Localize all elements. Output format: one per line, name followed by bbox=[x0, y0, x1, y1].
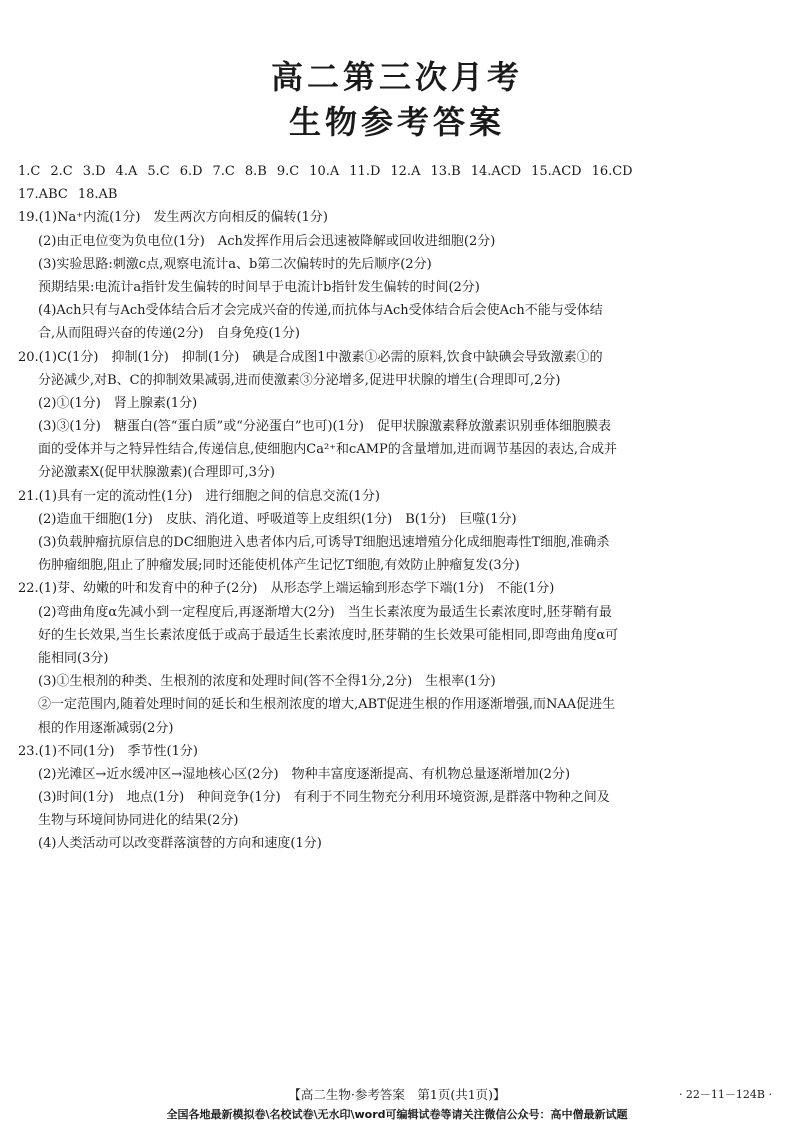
answer-line: (2)由正电位变为负电位(1分) Ach发挥作用后会迅速被降解或回收进细胞(2分) bbox=[38, 233, 496, 249]
mc-answer: 5.C bbox=[147, 164, 170, 179]
answer-line: 22.(1)芽、幼嫩的叶和发育中的种子(2分) 从形态学上端运输到形态学下端(1分) 不能(1分) bbox=[18, 581, 555, 597]
answer-line: (3)时间(1分) 地点(1分) 种间竞争(1分) 有利于不同生物充分利用环境资源,是群落中物种之间及 bbox=[38, 790, 610, 806]
answer-line: 面的受体并与之特异性结合,传递信息,使细胞内Ca²⁺和cAMP的含量增加,进而调节基因的表达,合成并 bbox=[38, 442, 618, 458]
answer-line: 合,从而阻碍兴奋的传递(2分) 自身免疫(1分) bbox=[38, 326, 300, 342]
answer-line: 19.(1)Na⁺内流(1分) 发生两次方向相反的偏转(1分) bbox=[18, 210, 328, 226]
answer-line: (3)③(1分) 糖蛋白(答“蛋白质”或“分泌蛋白”也可)(1分) 促甲状腺激素释放激素识别垂体细胞膜表 bbox=[38, 419, 611, 435]
answer-line: ②一定范围内,随着处理时间的延长和生根剂浓度的增大,ABT促进生根的作用逐渐增强,而NAA促进生 bbox=[38, 697, 616, 713]
answer-line: 好的生长效果,当生长素浓度低于或高于最适生长素浓度时,胚芽鞘的生长效果可能相同,即弯曲角度α可 bbox=[38, 627, 619, 643]
answer-line: 根的作用逐渐减弱(2分) bbox=[38, 720, 174, 736]
answer-line: (4)Ach只有与Ach受体结合后才会完成兴奋的传递,而抗体与Ach受体结合后会使Ach不能与受体结 bbox=[38, 303, 603, 319]
mc-answer: 4.A bbox=[115, 164, 138, 179]
mc-answers-row-1 bbox=[18, 160, 776, 183]
mc-answer: 11.D bbox=[349, 164, 381, 179]
promo-bar: 全国各地最新模拟卷\名校试卷\无水印\word可编辑试卷等请关注微信公众号：高中僧最新试题 bbox=[166, 1108, 628, 1121]
answer-line: 分泌减少,对B、C的抑制效果减弱,进而使激素③分泌增多,促进甲状腺的增生(合理即可,2分) bbox=[38, 372, 561, 388]
answer-line: 预期结果:电流计a指针发生偏转的时间早于电流计b指针发生偏转的时间(2分) bbox=[38, 279, 480, 295]
answer-line: (2)光滩区→近水缓冲区→湿地核心区(2分) 物种丰富度逐渐提高、有机物总量逐渐增加(2分) bbox=[38, 766, 571, 782]
answer-line: (2)造血干细胞(1分) 皮肤、消化道、呼吸道等上皮组织(1分) B(1分) 巨噬(1分) bbox=[38, 511, 517, 527]
answer-line: 20.(1)C(1分) 抑制(1分) 抑制(1分) 碘是合成图1中激素①必需的原料,饮食中缺碘会导致激素①的 bbox=[18, 349, 603, 365]
page-title: 高二第三次月考 bbox=[270, 58, 523, 96]
answer-line: 生物与环境间协同进化的结果(2分) bbox=[38, 813, 239, 829]
page-subtitle: 生物参考答案 bbox=[288, 103, 505, 141]
answer-line: (4)人类活动可以改变群落演替的方向和速度(1分) bbox=[38, 836, 322, 852]
mc-answer: 6.D bbox=[179, 164, 203, 179]
mc-answer: 8.B bbox=[244, 164, 267, 179]
mc-answer: 18.AB bbox=[77, 187, 118, 203]
answer-line: (3)实验思路:刺激c点,观察电流计a、b第二次偏转时的先后顺序(2分) bbox=[38, 256, 432, 272]
page-footer: 【高二生物·参考答案 第1页(共1页)】 bbox=[288, 1087, 506, 1102]
mc-answer: 12.A bbox=[390, 164, 421, 179]
answer-line: (2)弯曲角度α先减小到一定程度后,再逐渐增大(2分) 当生长素浓度为最适生长素浓度时,胚芽鞘有最 bbox=[38, 604, 612, 620]
mc-answer: 16.CD bbox=[591, 164, 633, 179]
answer-line: (2)①(1分) 肾上腺素(1分) bbox=[38, 395, 198, 411]
mc-answer: 10.A bbox=[309, 164, 340, 179]
answer-line: 伤肿瘤细胞,阻止了肿瘤发展;同时还能使机体产生记忆T细胞,有效防止肿瘤复发(3分) bbox=[38, 558, 520, 574]
answer-line: 23.(1)不同(1分) 季节性(1分) bbox=[18, 743, 198, 759]
mc-answer: 3.D bbox=[82, 164, 106, 179]
answer-line: (3)负载肿瘤抗原信息的DC细胞进入患者体内后,可诱导T细胞迅速增殖分化成细胞毒性T细胞,准确杀 bbox=[38, 535, 610, 550]
mc-answers-row-2 bbox=[18, 183, 776, 206]
mc-answer: 13.B bbox=[430, 164, 461, 179]
mc-answer: 14.ACD bbox=[470, 164, 522, 179]
mc-answer: 17.ABC bbox=[18, 187, 68, 203]
answer-line: (3)①生根剂的种类、生根剂的浓度和处理时间(答不全得1分,2分) 生根率(1分) bbox=[38, 674, 496, 690]
mc-answer: 9.C bbox=[276, 164, 300, 179]
mc-answer: 7.C bbox=[212, 164, 235, 179]
footer-code: · 22－11－124B · bbox=[678, 1088, 772, 1101]
answer-body bbox=[18, 160, 776, 856]
mc-answer: 15.ACD bbox=[531, 164, 582, 179]
answer-line: 能相同(3分) bbox=[38, 650, 109, 666]
answer-line: 21.(1)具有一定的流动性(1分) 进行细胞之间的信息交流(1分) bbox=[18, 488, 380, 504]
mc-answer: 2.C bbox=[50, 164, 73, 179]
answer-line: 分泌激素X(促甲状腺激素)(合理即可,3分) bbox=[38, 465, 275, 481]
mc-answer: 1.C bbox=[18, 164, 41, 179]
answer-lines bbox=[18, 206, 776, 855]
